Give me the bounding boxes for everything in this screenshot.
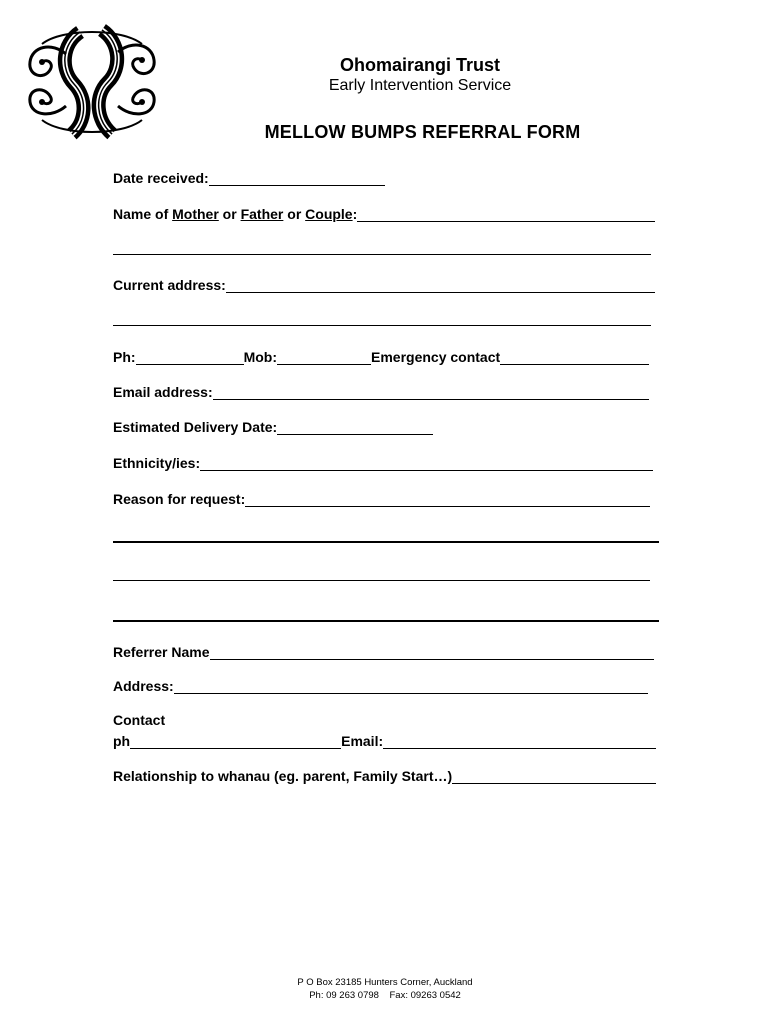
mob-field[interactable] <box>277 350 371 365</box>
address-field[interactable] <box>174 679 648 694</box>
relationship-row <box>113 764 656 784</box>
name-prefix: Name of <box>113 206 173 222</box>
footer-phone-fax: Ph: 09 263 0798 Fax: 09263 0542 <box>309 990 461 1001</box>
reason-line-2[interactable] <box>113 541 659 543</box>
form-title: MELLOW BUMPS REFERRAL FORM <box>264 122 581 142</box>
contact-email-label: Email: <box>341 733 384 749</box>
ethnicity-row <box>113 451 653 471</box>
relationship-label: Relationship to whanau (eg. parent, Family Start…) <box>113 768 453 784</box>
emergency-contact-field[interactable] <box>500 350 649 365</box>
ph-field[interactable] <box>136 350 244 365</box>
name-or-2: or <box>283 206 306 222</box>
name-or-1: or <box>218 206 241 222</box>
reason-row <box>113 487 650 507</box>
mob-label: Mob: <box>243 349 277 365</box>
address-label: Address: <box>113 678 174 694</box>
contact-label: Contact <box>113 712 166 728</box>
name-row <box>113 202 655 222</box>
date-received-field[interactable] <box>209 171 385 186</box>
reason-label: Reason for request: <box>113 491 246 507</box>
date-received-label: Date received: <box>113 170 209 186</box>
referrer-name-field[interactable] <box>210 645 655 660</box>
email-row <box>113 380 649 400</box>
current-address-label: Current address: <box>113 277 226 293</box>
name-father: Father <box>240 206 284 222</box>
current-address-row <box>113 273 655 293</box>
contact-ph-field[interactable] <box>130 734 341 749</box>
name-field-line-2[interactable] <box>113 254 651 255</box>
current-address-line-2[interactable] <box>113 325 651 326</box>
relationship-field[interactable] <box>452 769 656 784</box>
name-mother: Mother <box>172 206 219 222</box>
name-field[interactable] <box>357 207 655 222</box>
ethnicity-label: Ethnicity/ies: <box>113 455 201 471</box>
reason-field[interactable] <box>245 492 650 507</box>
ph-label: Ph: <box>113 349 136 365</box>
ethnicity-field[interactable] <box>200 456 653 471</box>
contact-row <box>113 729 656 749</box>
referrer-name-label: Referrer Name <box>113 644 210 660</box>
organization-service: Early Intervention Service <box>328 77 512 94</box>
name-colon: : <box>352 206 358 222</box>
contact-email-field[interactable] <box>383 734 656 749</box>
referrer-name-row <box>113 640 654 660</box>
email-address-field[interactable] <box>213 385 649 400</box>
footer-address: P O Box 23185 Hunters Corner, Auckland <box>297 977 473 988</box>
maori-koru-logo-icon <box>22 24 162 140</box>
edd-label: Estimated Delivery Date: <box>113 419 278 435</box>
edd-row <box>113 415 433 435</box>
organization-name: Ohomairangi Trust <box>339 55 501 75</box>
address-row <box>113 674 648 694</box>
edd-field[interactable] <box>277 420 433 435</box>
email-address-label: Email address: <box>113 384 213 400</box>
current-address-field[interactable] <box>226 278 655 293</box>
name-label <box>113 206 357 222</box>
contact-ph-label: ph <box>113 733 131 749</box>
date-received-row <box>113 166 385 186</box>
name-couple: Couple <box>305 206 353 222</box>
phone-row <box>113 345 649 365</box>
emergency-contact-label: Emergency contact <box>371 349 501 365</box>
reason-line-4[interactable] <box>113 620 659 622</box>
reason-line-3[interactable] <box>113 580 650 581</box>
